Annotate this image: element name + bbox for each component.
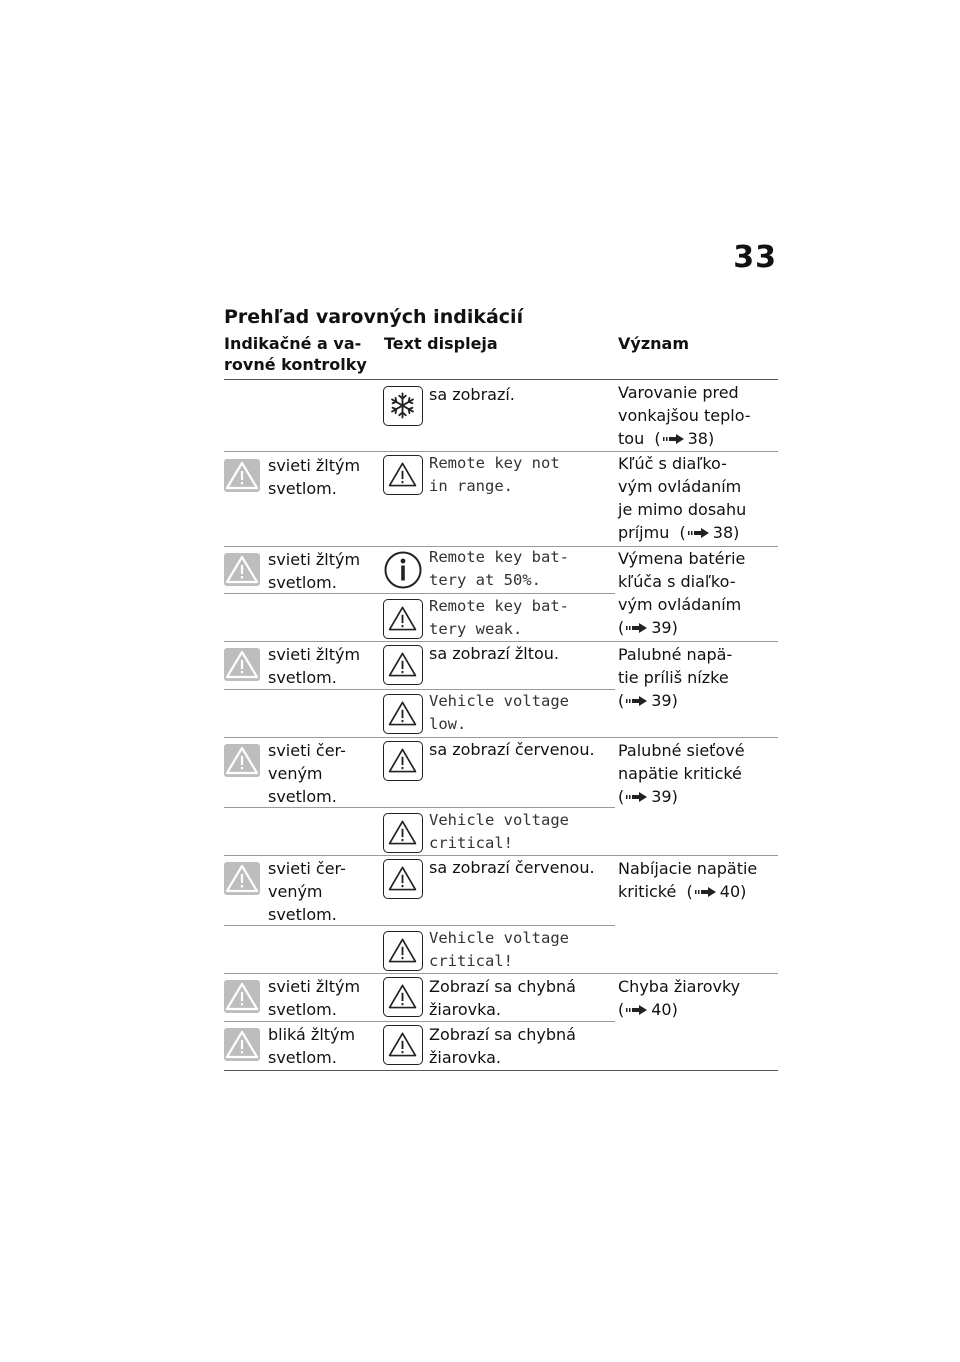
page-reference-arrow-icon	[626, 792, 648, 802]
info-icon	[383, 550, 423, 590]
indicator-text: svieti žltým svetlom.	[268, 456, 361, 498]
warning-triangle-icon	[224, 980, 260, 1013]
indicator-text: svieti žltým svetlom.	[268, 550, 361, 592]
row-divider	[224, 807, 615, 808]
indicator-text: svieti čer- veným svetlom.	[268, 859, 346, 924]
indicator-text: svieti žltým svetlom.	[268, 645, 361, 687]
meaning-text: Kľúč s diaľko- vým ovládaním je mimo dosahu príjmu ( 38)	[618, 454, 747, 542]
warning-triangle-icon	[383, 645, 423, 685]
row-divider	[224, 973, 778, 974]
page-reference-arrow-icon	[663, 434, 685, 444]
page-reference-arrow-icon	[695, 887, 717, 897]
warning-triangle-icon	[383, 931, 423, 971]
indicator-text: svieti žltým svetlom.	[268, 977, 361, 1019]
warning-triangle-icon	[224, 1028, 260, 1061]
page-reference[interactable]: 40)	[719, 882, 747, 901]
column-header-display: Text displeja	[384, 334, 498, 353]
warning-triangle-icon	[383, 977, 423, 1017]
warning-triangle-icon	[383, 1025, 423, 1065]
page-reference[interactable]: 39)	[651, 691, 678, 710]
display-text: sa zobrazí.	[429, 385, 515, 404]
display-text: Vehicle voltage low.	[429, 692, 569, 733]
row-divider	[224, 925, 615, 926]
page-reference-arrow-icon	[626, 623, 648, 633]
meaning-text: Palubné napä- tie príliš nízke ( 39)	[618, 645, 733, 710]
display-text: sa zobrazí červenou.	[429, 740, 595, 759]
meaning-text: Výmena batérie kľúča s diaľko- vým ovládaním ( 39)	[618, 549, 746, 637]
page-reference[interactable]: 38)	[712, 523, 740, 542]
display-text: Vehicle voltage critical!	[429, 811, 569, 852]
column-header-indicator: Indikačné a va- rovné kontrolky	[224, 334, 367, 374]
page-reference[interactable]: 40)	[651, 1000, 678, 1019]
row-divider	[224, 593, 615, 594]
display-text: Remote key not in range.	[429, 454, 560, 495]
warning-triangle-icon	[383, 599, 423, 639]
indicator-text: bliká žltým svetlom.	[268, 1025, 356, 1067]
warning-triangle-icon	[383, 694, 423, 734]
display-text: Remote key bat- tery weak.	[429, 597, 569, 638]
meaning-text: Chyba žiarovky ( 40)	[618, 977, 741, 1019]
warning-triangle-icon	[383, 741, 423, 781]
display-text: sa zobrazí žltou.	[429, 644, 560, 663]
warning-triangle-icon	[224, 459, 260, 492]
warning-triangle-icon	[224, 744, 260, 777]
warning-triangle-icon	[224, 648, 260, 681]
page-reference-arrow-icon	[626, 696, 648, 706]
page-reference[interactable]: 39)	[651, 787, 678, 806]
warning-triangle-icon	[224, 553, 260, 586]
warning-triangle-icon	[383, 813, 423, 853]
display-text: Remote key bat- tery at 50%.	[429, 548, 569, 589]
warning-triangle-icon	[224, 862, 260, 895]
row-divider	[224, 1021, 615, 1022]
table-bottom-rule	[224, 1070, 778, 1071]
warning-triangle-icon	[383, 859, 423, 899]
display-text: Zobrazí sa chybná žiarovka.	[429, 1025, 576, 1067]
page-reference[interactable]: 39)	[651, 618, 678, 637]
section-title: Prehľad varovných indikácií	[224, 306, 524, 328]
page-reference-arrow-icon	[688, 528, 710, 538]
meaning-text: Nabíjacie napätie kritické ( 40)	[618, 859, 758, 901]
display-text: sa zobrazí červenou.	[429, 858, 595, 877]
column-header-meaning: Význam	[618, 334, 689, 353]
display-text: Zobrazí sa chybná žiarovka.	[429, 977, 576, 1019]
snowflake-icon	[383, 386, 423, 426]
page-reference-arrow-icon	[626, 1005, 648, 1015]
meaning-text: Varovanie pred vonkajšou teplo- tou ( 38)	[618, 383, 751, 448]
display-text: Vehicle voltage critical!	[429, 929, 569, 970]
warning-triangle-icon	[383, 455, 423, 495]
indicator-text: svieti čer- veným svetlom.	[268, 741, 346, 806]
meaning-text: Palubné sieťové napätie kritické ( 39)	[618, 741, 745, 806]
page-reference[interactable]: 38)	[687, 429, 715, 448]
page-number: 33	[733, 240, 777, 275]
header-rule	[224, 379, 778, 380]
